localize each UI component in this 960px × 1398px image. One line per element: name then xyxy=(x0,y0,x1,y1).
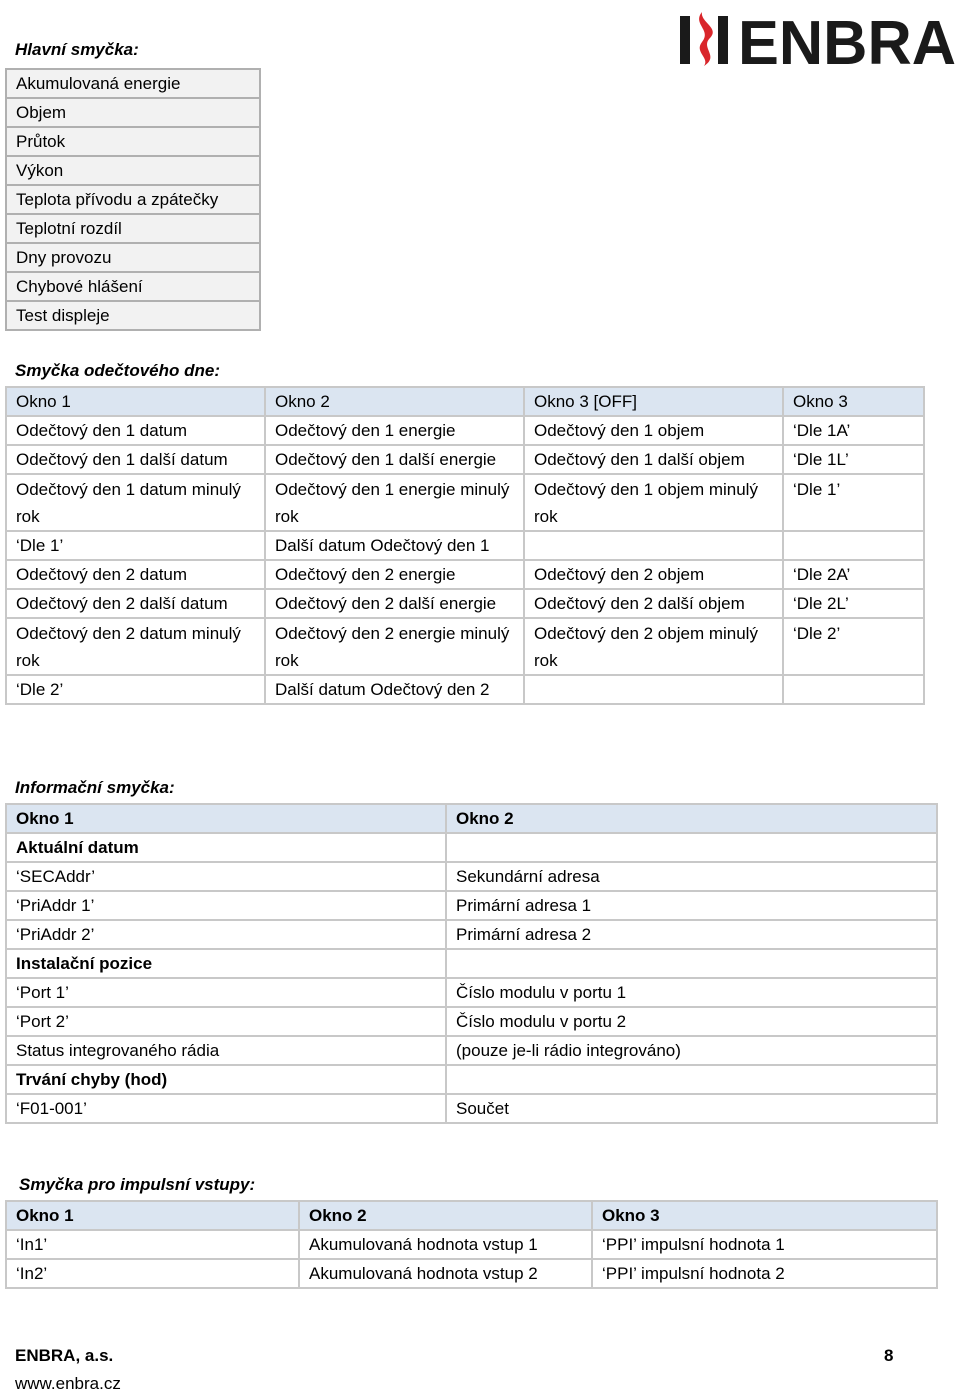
table-cell: ‘Dle 2’ xyxy=(6,675,265,704)
main-loop-item-label: Teplotní rozdíl xyxy=(6,214,260,243)
table-cell: Odečtový den 2 další energie xyxy=(265,589,524,618)
table-cell: Odečtový den 1 objem xyxy=(524,416,783,445)
table-header-row xyxy=(6,387,924,416)
table-cell: Primární adresa 2 xyxy=(446,920,937,949)
table-header-row xyxy=(6,804,937,833)
main-loop-item-label: Akumulovaná energie xyxy=(6,69,260,98)
table-row xyxy=(6,833,937,862)
main-loop-item xyxy=(6,127,260,156)
reading-loop-table xyxy=(5,386,925,705)
main-loop-item xyxy=(6,301,260,330)
table-cell: ‘PPI’ impulsní hodnota 2 xyxy=(592,1259,937,1288)
table-row xyxy=(6,1065,937,1094)
table-cell: Okno 3 xyxy=(592,1201,937,1230)
table-row xyxy=(6,618,924,675)
table-row xyxy=(6,675,924,704)
table-row xyxy=(6,920,937,949)
table-row xyxy=(6,949,937,978)
main-loop-table xyxy=(5,68,261,331)
table-cell: ‘PPI’ impulsní hodnota 1 xyxy=(592,1230,937,1259)
reading-loop-heading: Smyčka odečtového dne: xyxy=(15,361,221,380)
page-number: 8 xyxy=(884,1346,894,1365)
table-cell: ‘Port 1’ xyxy=(6,978,446,1007)
main-loop-item-label: Chybové hlášení xyxy=(6,272,260,301)
table-cell: ‘Dle 2A’ xyxy=(783,560,924,589)
table-row xyxy=(6,1094,937,1123)
table-cell xyxy=(524,675,783,704)
table-cell: Odečtový den 2 energie xyxy=(265,560,524,589)
main-loop-item-label: Dny provozu xyxy=(6,243,260,272)
table-cell: Status integrovaného rádia xyxy=(6,1036,446,1065)
table-cell: Číslo modulu v portu 2 xyxy=(446,1007,937,1036)
table-cell xyxy=(783,675,924,704)
table-cell: Další datum Odečtový den 2 xyxy=(265,675,524,704)
info-loop-table xyxy=(5,803,938,1124)
table-cell: ‘Port 2’ xyxy=(6,1007,446,1036)
table-cell: Číslo modulu v portu 1 xyxy=(446,978,937,1007)
table-cell: ‘Dle 2’ xyxy=(783,618,924,675)
main-loop-item-label: Průtok xyxy=(6,127,260,156)
table-cell: Odečtový den 1 objem minulý rok xyxy=(524,474,783,531)
table-cell xyxy=(446,833,937,862)
table-cell: Okno 3 [OFF] xyxy=(524,387,783,416)
table-row xyxy=(6,1007,937,1036)
table-cell: Akumulovaná hodnota vstup 2 xyxy=(299,1259,592,1288)
footer-company: ENBRA, a.s. xyxy=(15,1346,114,1365)
table-cell: Odečtový den 1 datum xyxy=(6,416,265,445)
table-row xyxy=(6,862,937,891)
table-row xyxy=(6,474,924,531)
main-loop-item xyxy=(6,156,260,185)
table-cell: Další datum Odečtový den 1 xyxy=(265,531,524,560)
table-cell: Okno 1 xyxy=(6,804,446,833)
table-cell: Odečtový den 2 objem xyxy=(524,560,783,589)
table-cell: (pouze je-li rádio integrováno) xyxy=(446,1036,937,1065)
enbra-logo xyxy=(680,8,958,70)
table-cell: ‘Dle 1’ xyxy=(6,531,265,560)
table-cell xyxy=(446,1065,937,1094)
table-cell: Aktuální datum xyxy=(6,833,446,862)
footer xyxy=(15,1342,121,1398)
table-cell xyxy=(783,531,924,560)
table-cell: Odečtový den 2 objem minulý rok xyxy=(524,618,783,675)
table-cell: Okno 1 xyxy=(6,387,265,416)
table-cell: Odečtový den 2 datum minulý rok xyxy=(6,618,265,675)
table-cell: ‘In2’ xyxy=(6,1259,299,1288)
table-cell: Součet xyxy=(446,1094,937,1123)
table-cell: Odečtový den 1 energie xyxy=(265,416,524,445)
table-cell: Odečtový den 1 další energie xyxy=(265,445,524,474)
logo-left-bar xyxy=(680,16,690,64)
table-cell: ‘SECAddr’ xyxy=(6,862,446,891)
table-cell: ‘PriAddr 2’ xyxy=(6,920,446,949)
main-loop-item-label: Výkon xyxy=(6,156,260,185)
table-cell: Okno 2 xyxy=(299,1201,592,1230)
table-row xyxy=(6,531,924,560)
main-loop-item xyxy=(6,185,260,214)
table-cell: ‘Dle 2L’ xyxy=(783,589,924,618)
main-loop-item-label: Objem xyxy=(6,98,260,127)
table-cell: Trvání chyby (hod) xyxy=(6,1065,446,1094)
main-loop-item-label: Test displeje xyxy=(6,301,260,330)
table-row xyxy=(6,560,924,589)
table-row xyxy=(6,891,937,920)
table-cell: Odečtový den 2 další objem xyxy=(524,589,783,618)
logo-right-bar xyxy=(718,16,728,64)
table-header-row xyxy=(6,1201,937,1230)
table-cell: Odečtový den 1 datum minulý rok xyxy=(6,474,265,531)
main-loop-item xyxy=(6,272,260,301)
table-cell: ‘In1’ xyxy=(6,1230,299,1259)
table-cell: Primární adresa 1 xyxy=(446,891,937,920)
table-cell: Okno 3 xyxy=(783,387,924,416)
table-cell: Okno 1 xyxy=(6,1201,299,1230)
table-row xyxy=(6,978,937,1007)
table-row xyxy=(6,445,924,474)
table-row xyxy=(6,1230,937,1259)
logo-flame-icon xyxy=(699,12,713,66)
table-row xyxy=(6,1259,937,1288)
pulse-loop-table xyxy=(5,1200,938,1289)
table-cell: ‘Dle 1’ xyxy=(783,474,924,531)
table-cell: Akumulovaná hodnota vstup 1 xyxy=(299,1230,592,1259)
main-loop-item-label: Teplota přívodu a zpátečky xyxy=(6,185,260,214)
table-cell xyxy=(524,531,783,560)
enbra-logo-graphic xyxy=(680,8,958,70)
table-cell: Okno 2 xyxy=(265,387,524,416)
table-cell: Odečtový den 1 další objem xyxy=(524,445,783,474)
main-loop-heading: Hlavní smyčka: xyxy=(15,40,139,59)
table-cell: Odečtový den 1 energie minulý rok xyxy=(265,474,524,531)
table-row xyxy=(6,589,924,618)
footer-website: www.enbra.cz xyxy=(15,1374,121,1393)
table-cell: Sekundární adresa xyxy=(446,862,937,891)
logo-text: ENBRA xyxy=(738,9,956,70)
table-row xyxy=(6,416,924,445)
table-cell: Odečtový den 2 energie minulý rok xyxy=(265,618,524,675)
main-loop-item xyxy=(6,214,260,243)
table-cell: ‘PriAddr 1’ xyxy=(6,891,446,920)
main-loop-item xyxy=(6,98,260,127)
main-loop-item xyxy=(6,243,260,272)
table-cell: Instalační pozice xyxy=(6,949,446,978)
table-cell: Odečtový den 1 další datum xyxy=(6,445,265,474)
info-loop-heading: Informační smyčka: xyxy=(15,778,175,797)
table-cell: Odečtový den 2 datum xyxy=(6,560,265,589)
table-cell: ‘Dle 1A’ xyxy=(783,416,924,445)
table-cell xyxy=(446,949,937,978)
table-cell: ‘F01-001’ xyxy=(6,1094,446,1123)
table-cell: Okno 2 xyxy=(446,804,937,833)
main-loop-item xyxy=(6,69,260,98)
table-row xyxy=(6,1036,937,1065)
table-cell: ‘Dle 1L’ xyxy=(783,445,924,474)
pulse-loop-heading: Smyčka pro impulsní vstupy: xyxy=(19,1175,256,1194)
table-cell: Odečtový den 2 další datum xyxy=(6,589,265,618)
